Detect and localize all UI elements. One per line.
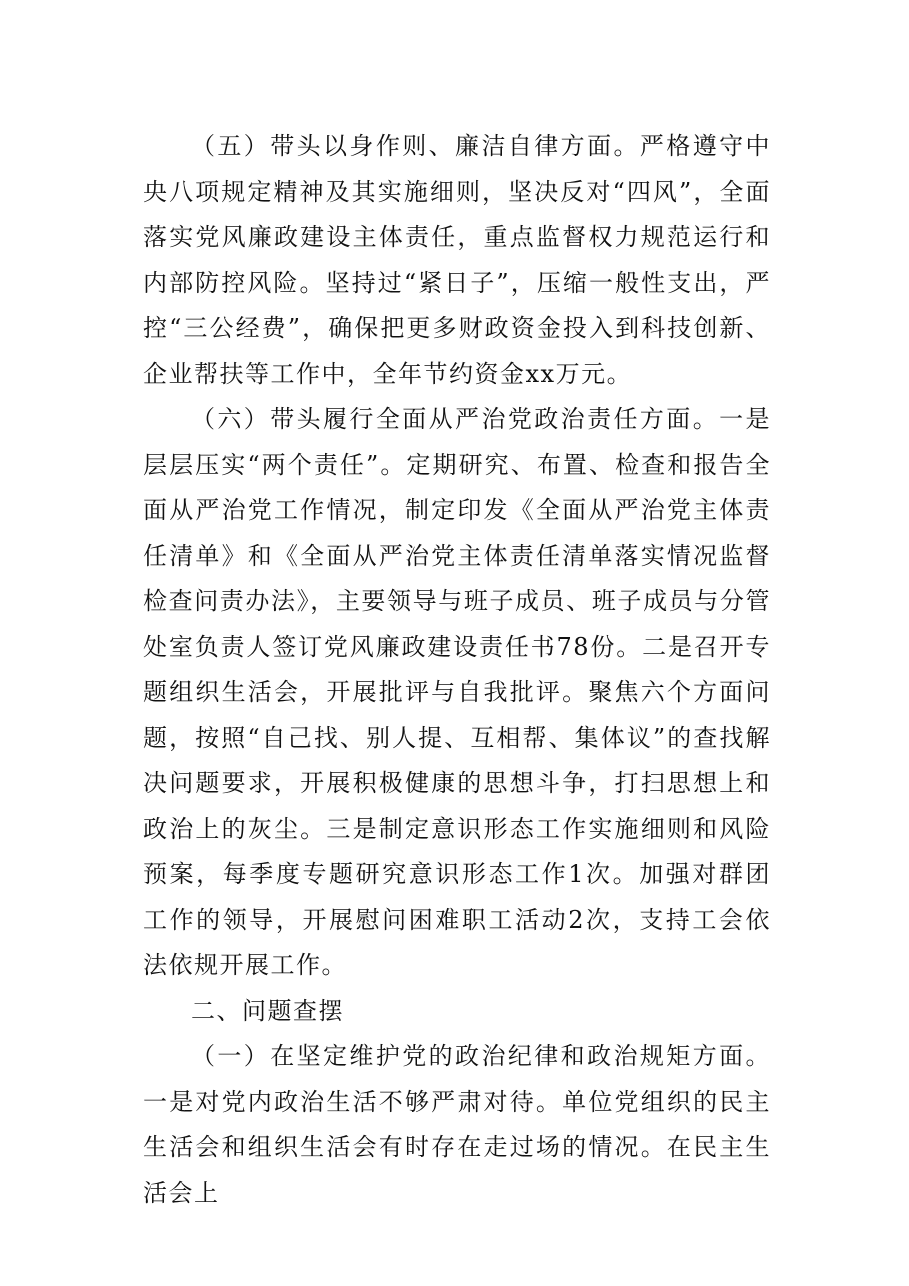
paragraph-one: （一）在坚定维护党的政治纪律和政治规矩方面。一是对党内政治生活不够严肃对待。单位党组织的民主生活会和组织生活会有时存在走过场的情况。在民主生活会上 [143,1042,771,1207]
document-body [143,124,771,1216]
section-heading-problems: 二、问题查摆 [191,996,344,1025]
paragraph-six: （六）带头履行全面从严治党政治责任方面。一是层层压实“两个责任”。定期研究、布置、检查和报告全面从严治党工作情况，制定印发《全面从严治党主体责任清单》和《全面从严治党主体责任清单落实情况监督检查问责办法》，主要领导与班子成员、班子成员与分管处室负责人签订党风廉政建设责任书78份。二是召开专题组织生活会，开展批评与自我批评。聚焦六个方面问题，按照“自己找、别人提、互相帮、集体议”的查找解决问题要求，开展积极健康的思想斗争，打扫思想上和政治上的灰尘。三是制定意识形态工作实施细则和风险预案，每季度专题研究意识形态工作1次。加强对群团工作的领导，开展慰问困难职工活动2次，支持工会依法依规开展工作。 [143,405,771,979]
paragraph-five: （五）带头以身作则、廉洁自律方面。严格遵守中央八项规定精神及其实施细则，坚决反对“四风”，全面落实党风廉政建设主体责任，重点监督权力规范运行和内部防控风险。坚持过“紧日子”，压缩一般性支出，严控“三公经费”，确保把更多财政资金投入到科技创新、企业帮扶等工作中，全年节约资金xx万元。 [143,132,771,388]
